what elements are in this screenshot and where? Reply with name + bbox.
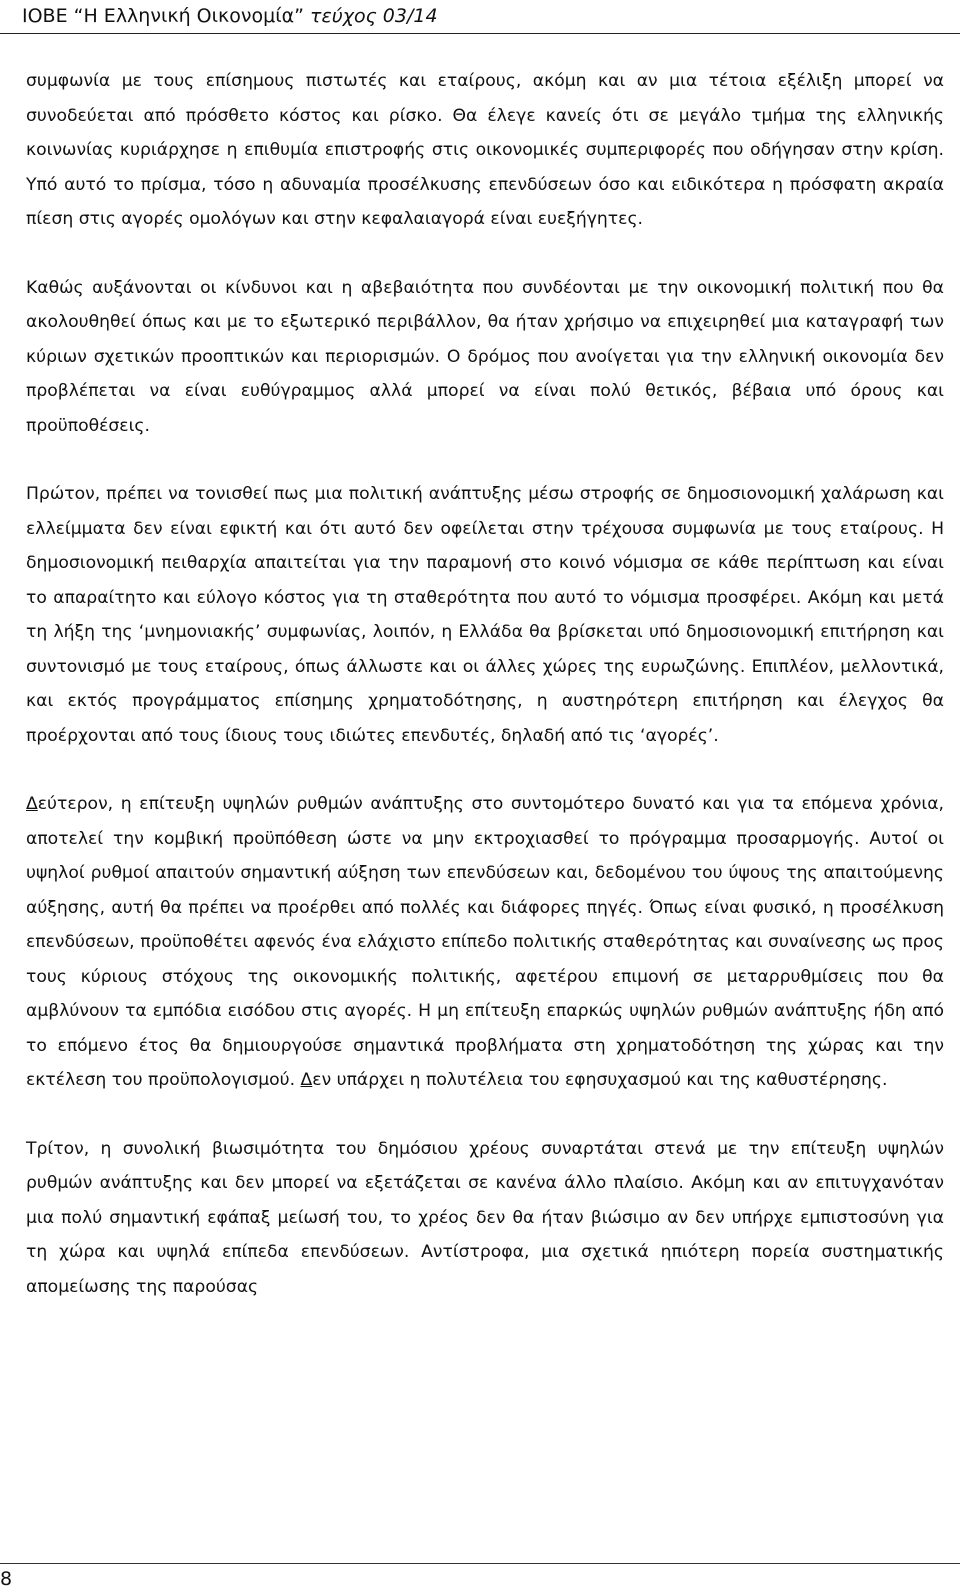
paragraph-4	[26, 787, 944, 1098]
page-number: 8	[0, 1568, 13, 1590]
footer-divider	[0, 1563, 960, 1564]
paragraph-2-text: Καθώς αυξάνονται οι κίνδυνοι και η αβεβαιότητα που συνδέονται με την οικονομική πολιτική που θα ακολουθηθεί όπως και με το εξωτερικό περιβάλλον, θα ήταν χρήσιμο να επιχειρηθεί μια καταγραφή των κύριων σχετικών προοπτικών και περιορισμών. Ο δρόμος που ανοίγεται για την ελληνική οικονομία δεν προβλέπεται να είναι ευθύγραμμος αλλά μπορεί να είναι πολύ θετικός, βέβαια υπό όρους και προϋποθέσεις.	[26, 277, 944, 436]
paragraph-1	[26, 64, 944, 237]
paragraph-3-text: Πρώτον, πρέπει να τονισθεί πως μια πολιτική ανάπτυξης μέσω στροφής σε δημοσιονομική χαλάρωση και ελλείμματα δεν είναι εφικτή και ότι αυτό δεν οφείλεται στην τρέχουσα συμφωνία με τους εταίρους. Η δημοσιονομική πειθαρχία απαιτείται για την παραμονή στο κοινό νόμισμα σε κάθε περίπτωση και είναι το απαραίτητο και εύλογο κόστος για τη σταθερότητα που αυτό το νόμισμα προσφέρει. Ακόμη και μετά τη λήξη της ‘μνημονιακής’ συμφωνίας, λοιπόν, η Ελλάδα θα βρίσκεται υπό δημοσιονομική επιτήρηση και συντονισμό με τους εταίρους, όπως άλλωστε και οι άλλες χώρες της ευρωζώνης. Επιπλέον, μελλοντικά, και εκτός προγράμματος επίσημης χρηματοδότησης, η αυστηρότερη επιτήρηση και έλεγχος θα προέρχονται από τους ίδιους τους ιδιώτες επενδυτές, δηλαδή από τις ‘αγορές’.	[26, 484, 944, 746]
header-title: ΙΟΒΕ “Η Ελληνική Οικονομία”	[22, 5, 304, 27]
paragraph-3	[26, 477, 944, 753]
header-divider	[0, 33, 960, 34]
paragraph-4-text: εύτερον, η επίτευξη υψηλών ρυθμών ανάπτυξης στο συντομότερο δυνατό και για τα επόμενα χρόνια, αποτελεί την κομβική προϋπόθεση ώστε να μην εκτροχιασθεί το πρόγραμμα προσαρμογής. Αυτοί οι υψηλοί ρυθμοί απαιτούν σημαντική αύξηση των επενδύσεων και, δεδομένου του ύψους της απαιτούμενης αύξησης, αυτή θα πρέπει να προέρθει από πολλές και διάφορες πηγές. Όπως είναι φυσικό, η προσέλκυση επενδύσεων, προϋποθέτει αφενός ένα ελάχιστο επίπεδο πολιτικής σταθερότητας και συναίνεσης ως προς τους κύριους στόχους της οικονομικής πολιτικής, αφετέρου επιμονή σε μεταρρυθμίσεις που θα αμβλύνουν τα εμπόδια εισόδου στις αγορές. Η μη επίτευξη επαρκώς υψηλών ρυθμών ανάπτυξης ήδη από το επόμενο έτος θα δημιουργούσε σημαντικά προβλήματα στη χρηματοδότηση της χώρας και την εκτέλεση του προϋπολογισμού.	[26, 794, 944, 1090]
paragraph-1-text: συμφωνία με τους επίσημους πιστωτές και εταίρους, ακόμη και αν μια τέτοια εξέλιξη μπορεί να συνοδεύεται από πρόσθετο κόστος και ρίσκο. Θα έλεγε κανείς ότι σε μεγάλο τμήμα της ελληνικής κοινωνίας κυριάρχησε η επιθυμία επιστροφής στις οικονομικές συμπεριφορές που οδήγησαν στην κρίση. Υπό αυτό το πρίσμα, τόσο η αδυναμία προσέλκυσης επενδύσεων όσο και ειδικότερα η πρόσφατη ακραία πίεση στις αγορές ομολόγων και στην κεφαλαιαγορά είναι ευεξήγητες.	[26, 71, 944, 229]
paragraph-4-tail: εν υπάρχει η πολυτέλεια του εφησυχασμού και της καθυστέρησης.	[312, 1070, 888, 1090]
paragraph-5	[26, 1132, 944, 1305]
article-body	[26, 64, 944, 1304]
header-issue: τεύχος 03/14	[310, 5, 438, 27]
running-header	[22, 4, 438, 28]
paragraph-2	[26, 271, 944, 444]
paragraph-5-text: Τρίτον, η συνολική βιωσιμότητα του δημόσιου χρέους συναρτάται στενά με την επίτευξη υψηλών ρυθμών ανάπτυξης και δεν μπορεί να εξετάζεται σε κανένα άλλο πλαίσιο. Ακόμη και αν επιτυγχανόταν μια πολύ σημαντική εφάπαξ μείωσή του, το χρέος δεν θα ήταν βιώσιμο αν δεν υπήρχε εμπιστοσύνη για τη χώρα και υψηλά επίπεδα επενδύσεων. Αντίστροφα, μια σχετικά ηπιότερη πορεία συστηματικής απομείωσης της παρούσας	[26, 1138, 944, 1297]
paragraph-4-emph-letter: Δ	[300, 1070, 313, 1090]
paragraph-4-lead-letter: Δ	[26, 794, 38, 814]
